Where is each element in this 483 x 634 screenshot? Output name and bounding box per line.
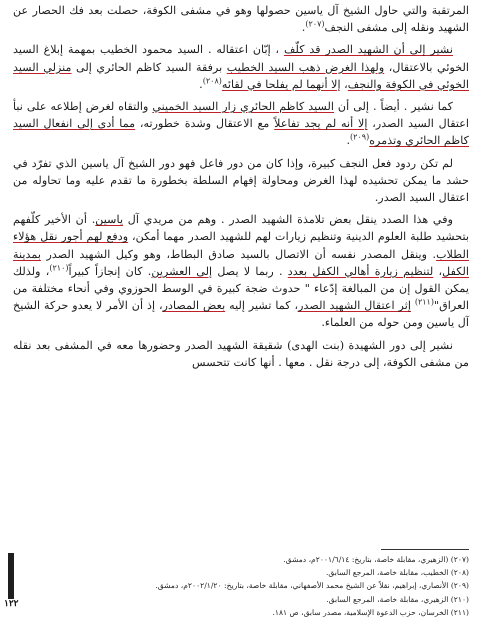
text-segment: برفقة السيد كاظم الحائري إلى	[71, 60, 227, 74]
text-segment: والتقاه لغرض إطلاعه على نبأ اعتقال السيد الصدر،	[13, 100, 470, 131]
paragraph	[13, 155, 469, 207]
text-segment: ، ولذلك يمكن القول إن من المبالغة إدّعاء " حدوث ضجة كبيرة في الوسط الحوزوي وفي أنحاء مختلفة من العراق"	[13, 264, 469, 313]
text-segment: ، إذ أن الأمر لا يعدو حركة الشيخ آل ياسين ومن حوله من العلماء.	[13, 299, 469, 330]
text-segment: المرتقبة والتي حاول الشيخ آل ياسين حصولها وهو في مشفى الكوفة، حصلت بعد فك الحصار عن الشهيد ونقله إلى مشفى النجف	[13, 4, 469, 35]
footnote-reference: (٢٠٧)	[305, 19, 325, 29]
text-segment: . ربما لا يصل	[212, 264, 288, 278]
text-segment: لم تكن ردود فعل النجف كبيرة، وإذا كان من دور فاعل فهو دور الشيخ آل ياسين الذي تفرّد في حشد ما يمكن تحشيده لهذا الغرض ومحاولة إفهام السلطة بخطورة ما تقدم عليه وما تحاوله من اعتقال السيد الصدر.	[13, 156, 469, 205]
underlined-phrase: بمدينة الكفل	[13, 247, 469, 278]
underlined-phrase: إثر اعتقال الشهيد الصدر	[298, 299, 411, 313]
text-segment: . وينقل المصدر نفسه أن الاتصال بالسيد صادق البطاط، وهو وكيل الشهيد الصدر	[40, 247, 437, 261]
paragraph	[13, 98, 469, 150]
underlined-phrase: إلى العشرين	[151, 264, 213, 278]
footnote: (٢٠٩) الأنصاري، إبراهيم، نقلاً عن الشيخ محمد الأصفهاني، مقابلة خاصة، بتاريخ: ٢٠٠٢/١/٢٠م، دمشق.	[155, 581, 469, 591]
footnote-reference: (٢٠٩)	[350, 132, 370, 142]
footnote-reference: (٢١٠)	[49, 263, 69, 273]
text-segment: مع الاعتقال وشدة خطورته،	[135, 117, 275, 131]
paragraph	[13, 41, 469, 93]
text-segment: كما نشير . أيضاً . إلى أن	[334, 100, 453, 114]
underlined-phrase: نشير إلى أن الشهيد الصدر قد كلّف	[283, 43, 453, 57]
paragraph	[13, 211, 469, 331]
footnote-separator	[381, 549, 469, 550]
underlined-phrase: لتنظيم زيارة أهالي الكفل بعدد	[287, 264, 434, 278]
paragraph	[13, 2, 469, 36]
text-segment: .	[199, 77, 203, 91]
underlined-phrase: منزلي السيد الخوئي في الكوفة والنجف	[13, 60, 469, 91]
body-text	[13, 2, 469, 376]
footnote: (٢١٠) الزهيري، مقابلة خاصة، المرجع السابق.	[326, 594, 469, 604]
text-segment: ، كما تشير إليه	[225, 299, 299, 313]
footnote: (٢٠٧) (الزهيري، مقابلة خاصة، بتاريخ: ٢٠٠١/٦/١٤م، دمشق.	[283, 555, 469, 564]
footnote: (٢١١) الخرسان، حزب الدعوة الإسلامية، مصدر سابق، ص ١٨١.	[272, 607, 469, 617]
underlined-phrase: ودفع لهم أجور نقل هؤلاء الطلاب	[13, 230, 469, 261]
text-segment: . أن الأخير كلّفهم بتحشيد طلبة العلوم الدينية وتنظيم زيارات لهم للشهيد الصدر مهما أمكن،	[13, 213, 469, 244]
footnote-reference: (٢١١)	[414, 297, 434, 307]
page-number-bar	[8, 553, 14, 599]
text-segment: نشير إلى دور الشهيدة (بنت الهدى) شقيقة الشهيد الصدر وحضورها معه في المشفى بعد نقله من مشفى الكوفة، إلى درجة نقل . معها . أنها كانت تتحسس	[13, 338, 469, 369]
underlined-phrase: السيد كاظم الحائري زار السيد الخميني	[152, 100, 334, 114]
text-segment: .	[346, 134, 351, 148]
underlined-phrase: بعض المصادر	[162, 299, 226, 313]
underlined-phrase: مما أدى إلى انفعال السيد كاظم الحائري وتذمره	[13, 117, 469, 148]
text-segment: ،	[433, 264, 443, 278]
footnote-reference: (٢٠٨)	[202, 76, 222, 86]
underlined-phrase: إلا أنه لم يجد تفاعلاً	[274, 117, 368, 131]
footnote: (٢٠٨) الخطيب، مقابلة خاصة، المرجع السابق.	[325, 568, 469, 578]
underlined-phrase: إلا أنهما لم يفلحا في لقائه	[221, 77, 341, 91]
footnotes	[39, 553, 469, 619]
text-segment: .	[301, 21, 306, 35]
text-segment: . كان إنجازاً كبيراً	[68, 264, 152, 278]
paragraph	[13, 337, 469, 371]
page-number: ١٢٢	[4, 599, 19, 609]
text-segment: ،	[340, 77, 348, 91]
underlined-phrase: ياسين	[95, 213, 124, 227]
text-segment: ، إبّان اعتقاله . السيد محمود الخطيب بمهمة إبلاغ السيد الخوئي بالاعتقال،	[13, 43, 469, 74]
underlined-phrase: ولهذا الغرض ذهب السيد الخطيب	[226, 60, 385, 74]
text-segment: وفي هذا الصدد ينقل بعض تلامذة الشهيد الصدر . وهم من مريدي آل	[123, 213, 454, 227]
